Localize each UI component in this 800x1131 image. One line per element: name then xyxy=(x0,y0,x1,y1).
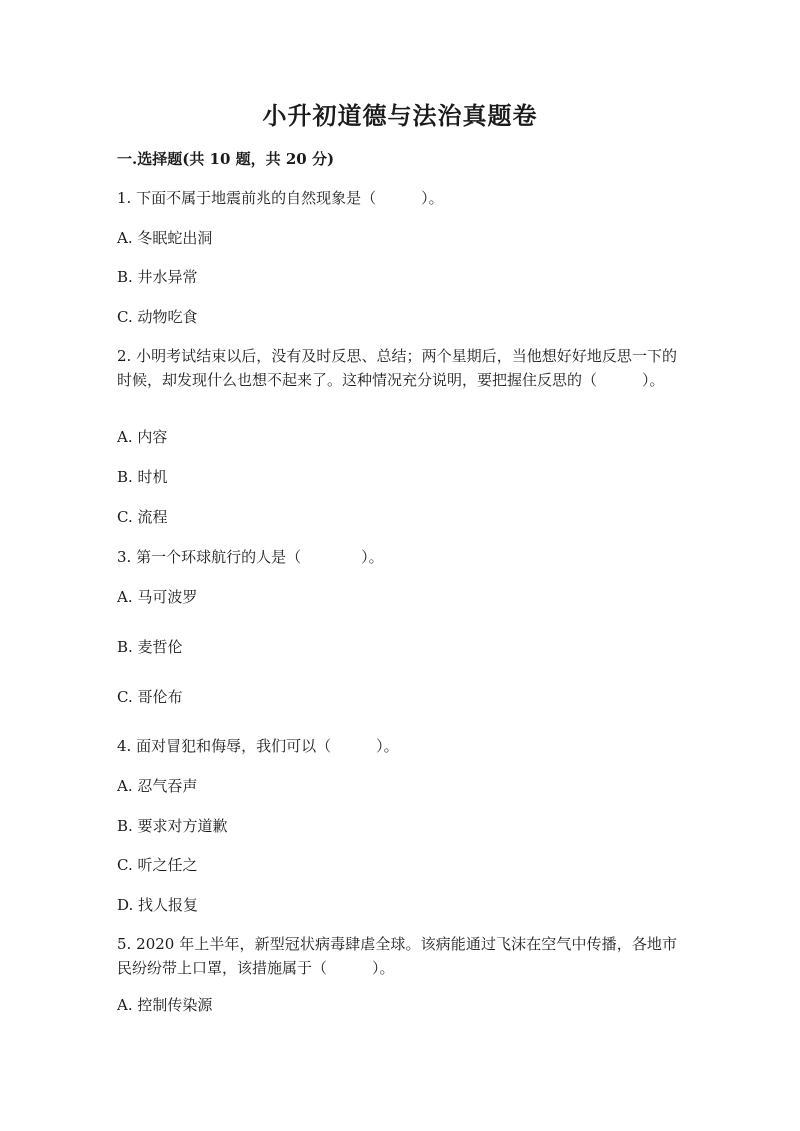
question-3-stem: 3. 第一个环球航行的人是（ ）。 xyxy=(117,548,384,566)
question-3-option-b: B. 麦哲伦 xyxy=(117,638,183,656)
question-4-option-a: A. 忍气吞声 xyxy=(117,777,198,795)
question-5-stem: 5. 2020 年上半年，新型冠状病毒肆虐全球。该病能通过飞沫在空气中传播，各地市民纷纷带上口罩，该措施属于（ ）。 xyxy=(117,935,677,977)
question-4-option-d: D. 找人报复 xyxy=(117,896,199,914)
question-2-stem: 2. 小明考试结束以后，没有及时反思、总结；两个星期后，当他想好好地反思一下的时候，却发现什么也想不起来了。这种情况充分说明，要把握住反思的（ ）。 xyxy=(117,347,677,389)
question-1-option-c: C. 动物吃食 xyxy=(117,308,198,326)
question-3-option-a: A. 马可波罗 xyxy=(117,588,198,606)
page-title: 小升初道德与法治真题卷 xyxy=(262,101,538,130)
section-heading: 一.选择题(共 10 题，共 20 分) xyxy=(117,150,335,168)
question-4-stem: 4. 面对冒犯和侮辱，我们可以（ ）。 xyxy=(117,737,399,755)
question-5-option-a: A. 控制传染源 xyxy=(117,996,213,1014)
question-3-option-c: C. 哥伦布 xyxy=(117,688,183,706)
question-4-option-b: B. 要求对方道歉 xyxy=(117,817,228,835)
question-1-option-a: A. 冬眠蛇出洞 xyxy=(117,229,213,247)
question-1-stem: 1. 下面不属于地震前兆的自然现象是（ ）。 xyxy=(117,189,444,207)
question-2-option-a: A. 内容 xyxy=(117,428,168,446)
question-2-option-b: B. 时机 xyxy=(117,468,168,486)
question-2-option-c: C. 流程 xyxy=(117,508,168,526)
question-4-option-c: C. 听之任之 xyxy=(117,856,198,874)
question-1-option-b: B. 井水异常 xyxy=(117,268,198,286)
